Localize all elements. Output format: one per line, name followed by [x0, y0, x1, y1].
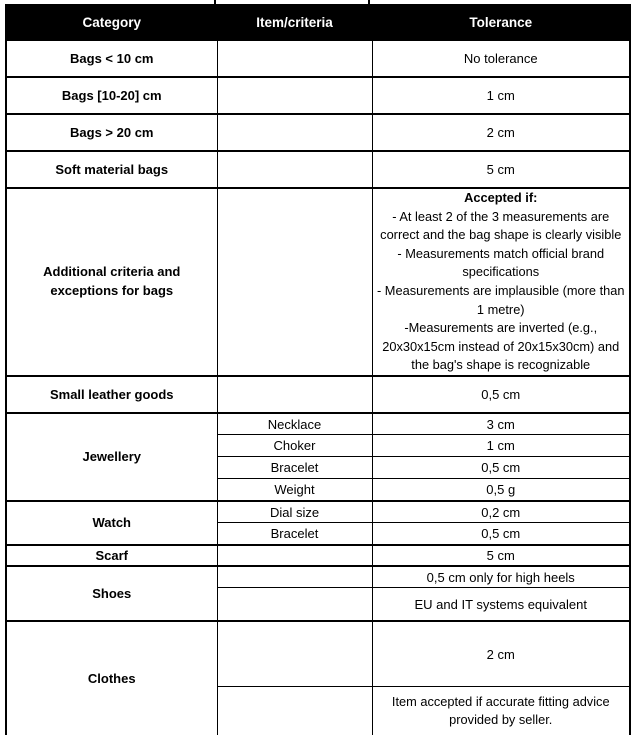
item-cell-empty	[217, 188, 372, 376]
table-row	[6, 621, 630, 687]
tolerance-cell: 5 cm	[372, 151, 630, 188]
header-row	[6, 5, 630, 40]
table-row	[6, 151, 630, 188]
table-row	[6, 40, 630, 77]
category-cell-soft-bags: Soft material bags	[6, 151, 217, 188]
accepted-if-bullet: - Measurements match official brand specifications	[397, 245, 605, 280]
table-row	[6, 566, 630, 588]
category-cell-scarf: Scarf	[6, 545, 217, 566]
table-row	[6, 413, 630, 435]
tolerance-cell: EU and IT systems equivalent	[372, 588, 630, 621]
tolerance-cell: No tolerance	[372, 40, 630, 77]
table-row	[6, 501, 630, 523]
tolerance-cell: 2 cm	[372, 114, 630, 151]
accepted-if-title: Accepted if:	[464, 190, 538, 205]
item-cell-empty	[217, 588, 372, 621]
item-cell: Bracelet	[217, 523, 372, 545]
item-cell: Weight	[217, 479, 372, 501]
accepted-if-bullet: - At least 2 of the 3 measurements are correct and the bag shape is clearly visible	[380, 208, 622, 243]
tolerance-cell: 0,5 cm only for high heels	[372, 566, 630, 588]
item-cell: Bracelet	[217, 457, 372, 479]
tolerance-table	[5, 4, 631, 735]
item-cell-empty	[217, 40, 372, 77]
item-cell-empty	[217, 77, 372, 114]
table-row	[6, 376, 630, 413]
tolerance-cell: 3 cm	[372, 413, 630, 435]
tolerance-cell-accepted-if	[372, 188, 630, 376]
table-row	[6, 114, 630, 151]
table-row	[6, 545, 630, 566]
header-item-criteria: Item/criteria	[217, 5, 372, 40]
item-cell: Necklace	[217, 413, 372, 435]
tolerance-cell: 1 cm	[372, 77, 630, 114]
category-cell-clothes: Clothes	[6, 621, 217, 735]
item-cell-empty	[217, 545, 372, 566]
category-cell-bags-small: Bags < 10 cm	[6, 40, 217, 77]
tolerance-cell: 0,2 cm	[372, 501, 630, 523]
accepted-if-bullet: -Measurements are inverted (e.g., 20x30x15cm instead of 20x15x30cm) and the bag's shape is recognizable	[382, 320, 620, 373]
tolerance-cell: 0,5 g	[372, 479, 630, 501]
tolerance-cell: 0,5 cm	[372, 376, 630, 413]
tolerance-cell: 0,5 cm	[372, 523, 630, 545]
item-cell-empty	[217, 114, 372, 151]
category-cell-bags-large: Bags > 20 cm	[6, 114, 217, 151]
tolerance-cell: 2 cm	[372, 621, 630, 687]
header-tolerance: Tolerance	[372, 5, 630, 40]
category-cell-small-leather: Small leather goods	[6, 376, 217, 413]
item-cell-empty	[217, 151, 372, 188]
tolerance-cell: 0,5 cm	[372, 457, 630, 479]
item-cell-empty	[217, 376, 372, 413]
item-cell-empty	[217, 566, 372, 588]
category-cell-bag-exceptions	[6, 188, 217, 376]
tolerance-text: Item accepted if accurate fitting advice provided by seller.	[391, 693, 610, 728]
table-row	[6, 77, 630, 114]
item-cell: Choker	[217, 435, 372, 457]
item-cell-empty	[217, 687, 372, 735]
table-row	[6, 188, 630, 376]
tolerance-cell: 5 cm	[372, 545, 630, 566]
header-category: Category	[6, 5, 217, 40]
category-cell-watch: Watch	[6, 501, 217, 545]
category-cell-shoes: Shoes	[6, 566, 217, 621]
tolerance-cell: 1 cm	[372, 435, 630, 457]
item-cell-empty	[217, 621, 372, 687]
item-cell: Dial size	[217, 501, 372, 523]
accepted-if-bullet: - Measurements are implausible (more than 1 metre)	[376, 282, 625, 317]
category-cell-jewellery: Jewellery	[6, 413, 217, 501]
category-label: Additional criteria and exceptions for bags	[43, 264, 181, 298]
tolerance-cell	[372, 687, 630, 735]
category-cell-bags-mid: Bags [10-20] cm	[6, 77, 217, 114]
